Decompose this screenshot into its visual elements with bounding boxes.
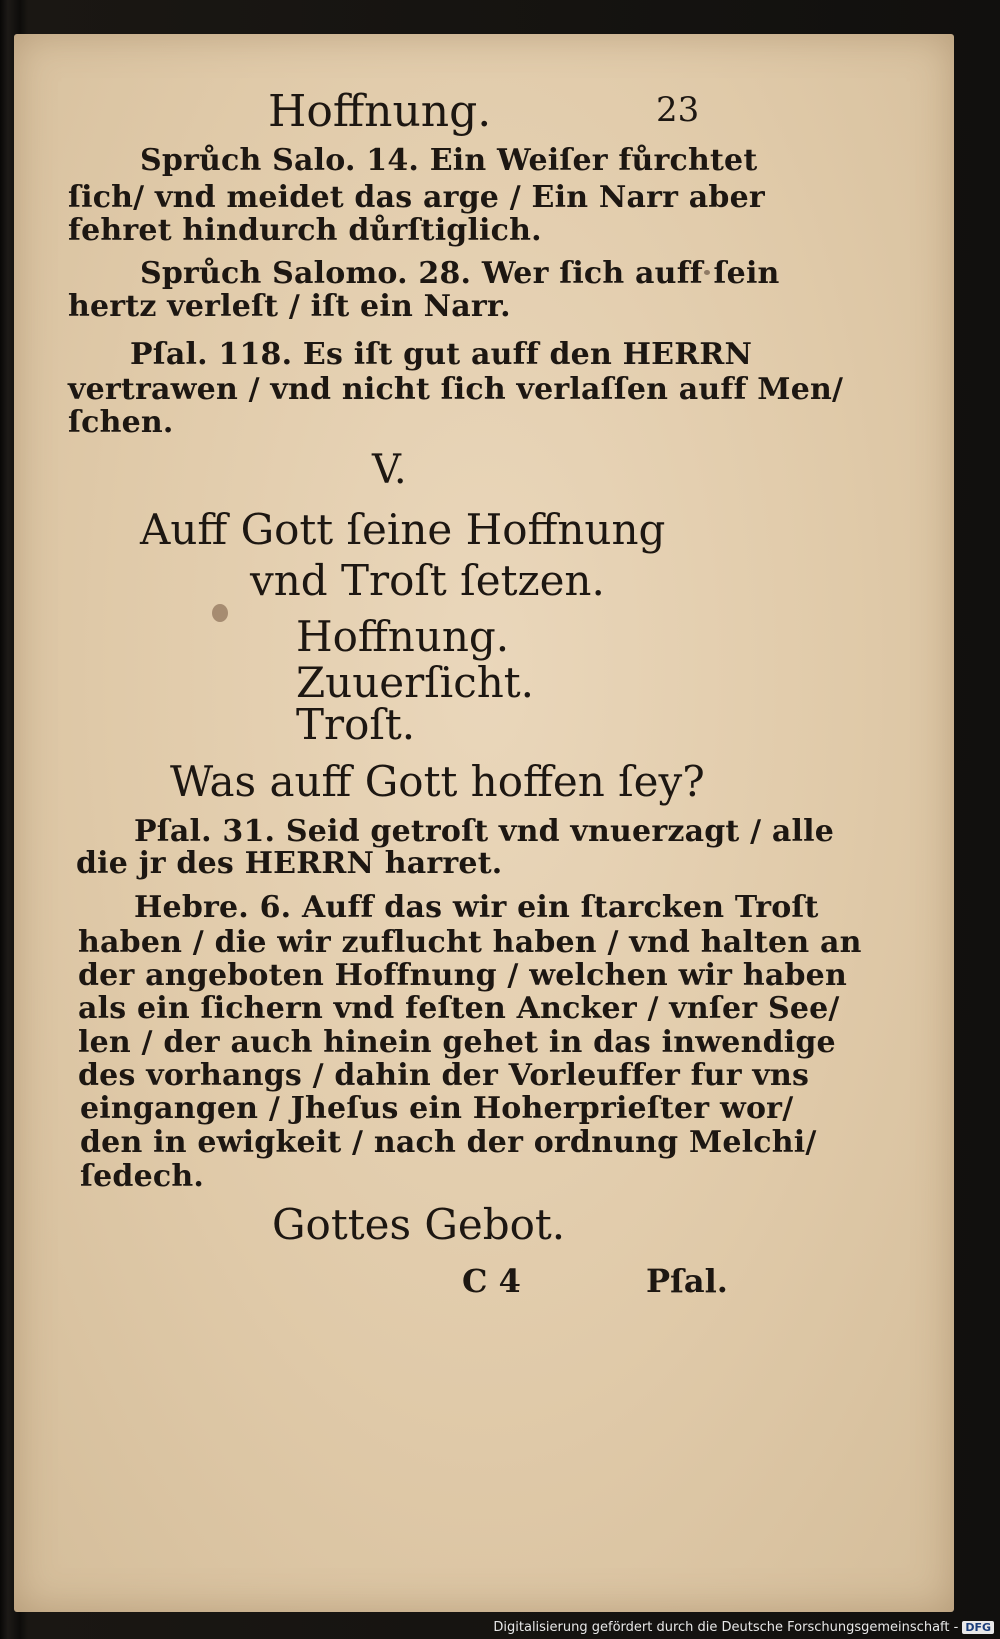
text-line: ſchen. [68, 405, 174, 440]
section-title-line: Auff Gott ſeine Hoffnung [140, 505, 666, 554]
text-line: ſich/ vnd meidet das arge / Ein Narr aber [68, 180, 765, 215]
text-line: Hebre. 6. Auff das wir ein ſtarcken Troſt [134, 890, 819, 925]
text-line: die jr des HERRN harret. [76, 846, 503, 881]
section-title-line: vnd Troſt ſetzen. [250, 556, 605, 605]
catchword: Pſal. [646, 1262, 728, 1300]
text-line: fehret hindurch důrſtiglich. [68, 213, 542, 248]
page-number: 23 [656, 90, 700, 130]
text-line: ſedech. [80, 1159, 204, 1194]
text-line: den in ewigkeit / nach der ordnung Melchi/ [80, 1125, 817, 1160]
running-title: Hoffnung. [268, 86, 492, 137]
text-line: hertz verleſt / iſt ein Narr. [68, 289, 511, 324]
keyword: Troſt. [296, 700, 416, 749]
ink-stain [212, 604, 228, 622]
dfg-logo: DFG [962, 1621, 994, 1634]
text-line: len / der auch hinein gehet in das inwendige [78, 1025, 836, 1060]
keyword: Zuuerſicht. [296, 658, 534, 707]
text-line: Sprůch Salomo. 28. Wer ſich auff ſein [140, 256, 780, 291]
text-line: haben / die wir zuflucht haben / vnd halten an [78, 925, 862, 960]
text-line: vertrawen / vnd nicht ſich verlaſſen auff Men/ [68, 372, 844, 407]
text-line: Pſal. 31. Seid getroſt vnd vnuerzagt / alle [134, 814, 835, 849]
digitization-credit [493, 1620, 994, 1635]
closing-heading: Gottes Gebot. [272, 1200, 566, 1249]
text-line: Pſal. 118. Es iſt gut auff den HERRN [130, 337, 753, 372]
text-line: der angeboten Hoffnung / welchen wir haben [78, 958, 847, 993]
signature-mark: C 4 [462, 1262, 521, 1300]
credit-text: Digitalisierung gefördert durch die Deutsche Forschungsgemeinschaft - [493, 1620, 959, 1635]
text-line: als ein ſichern vnd feſten Ancker / vnſer See/ [78, 991, 840, 1026]
text-line: des vorhangs / dahin der Vorleuffer fur vns [78, 1058, 810, 1093]
section-numeral: V. [372, 447, 407, 493]
keyword: Hoffnung. [296, 612, 510, 661]
section-question: Was auff Gott hoffen ſey? [170, 757, 705, 806]
text-line: eingangen / Jheſus ein Hoherprieſter wor/ [80, 1091, 794, 1126]
text-line: Sprůch Salo. 14. Ein Weiſer fůrchtet [140, 143, 758, 178]
